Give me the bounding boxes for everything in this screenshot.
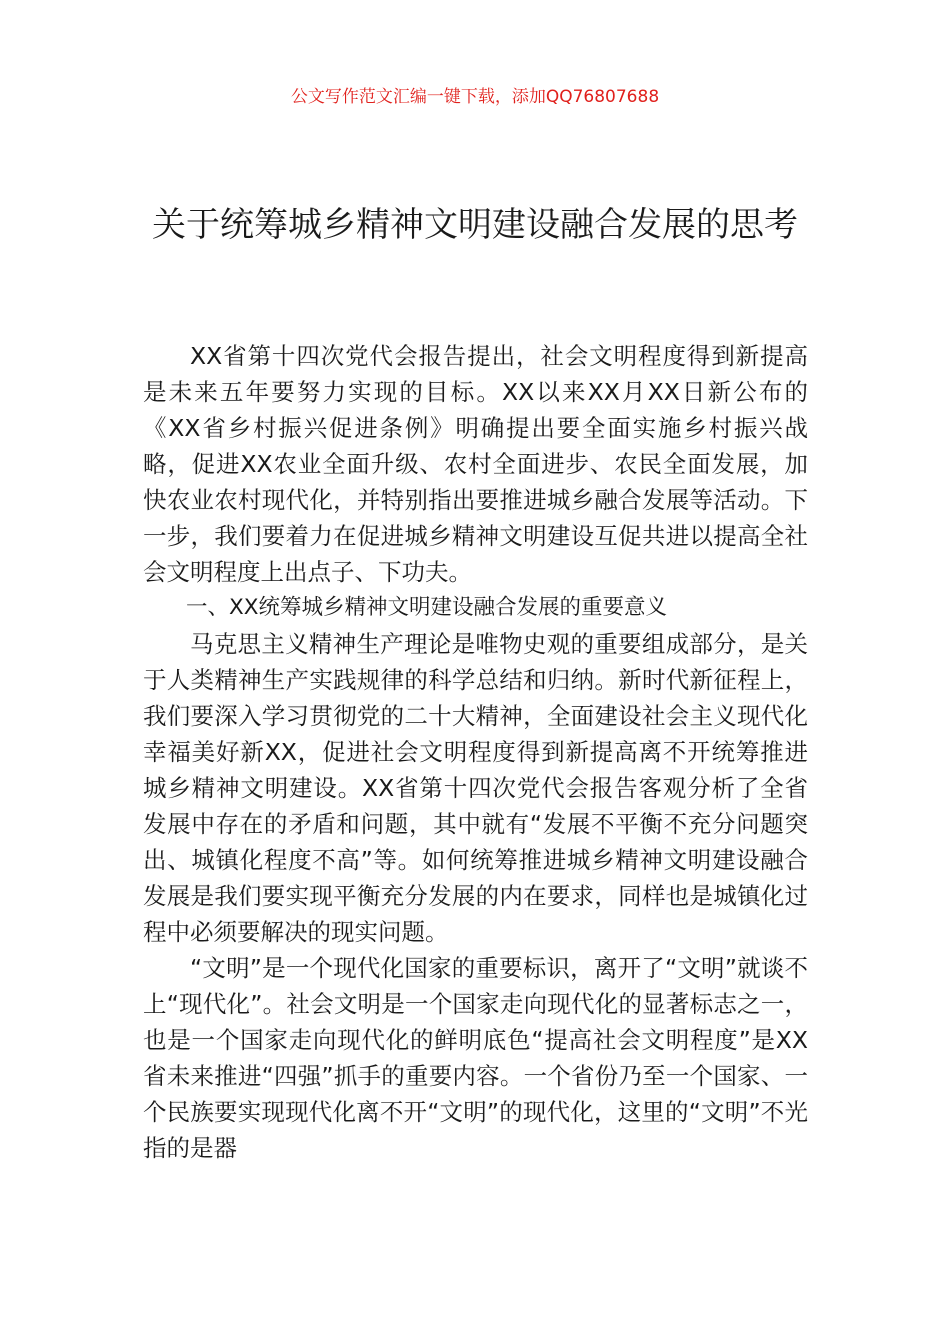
paragraph-civilization: “文明”是一个现代化国家的重要标识，离开了“文明”就谈不上“现代化”。社会文明是一个国家走向现代化的显著标志之一，也是一个国家走向现代化的鲜明底色“提高社会文明程度”是XX省未来推进“四强”抓手的重要内容。一个省份乃至一个国家、一个民族要实现现代化离不开“文明”的现代化，这里的“文明”不光指的是器 <box>143 954 808 1162</box>
paragraph-intro: XX省第十四次党代会报告提出，社会文明程度得到新提高是未来五年要努力实现的目标。XX以来XX月XX日新公布的《XX省乡村振兴促进条例》明确提出要全面实施乡村振兴战略，促进XX农业全面升级、农村全面进步、农民全面发展，加快农业农村现代化，并特别指出要推进城乡融合发展等活动。下一步，我们要着力在促进城乡精神文明建设互促共进以提高全社会文明程度上出点子、下功夫。 <box>143 342 808 586</box>
document-body <box>143 338 808 1166</box>
document-title: 关于统筹城乡精神文明建设融合发展的思考 <box>152 204 798 245</box>
download-banner: 公文写作范文汇编一键下载，添加QQ76807688 <box>290 87 660 107</box>
section-heading-1: 一、XX统筹城乡精神文明建设融合发展的重要意义 <box>186 595 667 620</box>
paragraph-marxism: 马克思主义精神生产理论是唯物史观的重要组成部分，是关于人类精神生产实践规律的科学总结和归纳。新时代新征程上，我们要深入学习贯彻党的二十大精神，全面建设社会主义现代化幸福美好新XX，促进社会文明程度得到新提高离不开统筹推进城乡精神文明建设。XX省第十四次党代会报告客观分析了全省发展中存在的矛盾和问题，其中就有“发展不平衡不充分问题突出、城镇化程度不高”等。如何统筹推进城乡精神文明建设融合发展是我们要实现平衡充分发展的内在要求，同样也是城镇化过程中必须要解决的现实问题。 <box>143 630 808 946</box>
